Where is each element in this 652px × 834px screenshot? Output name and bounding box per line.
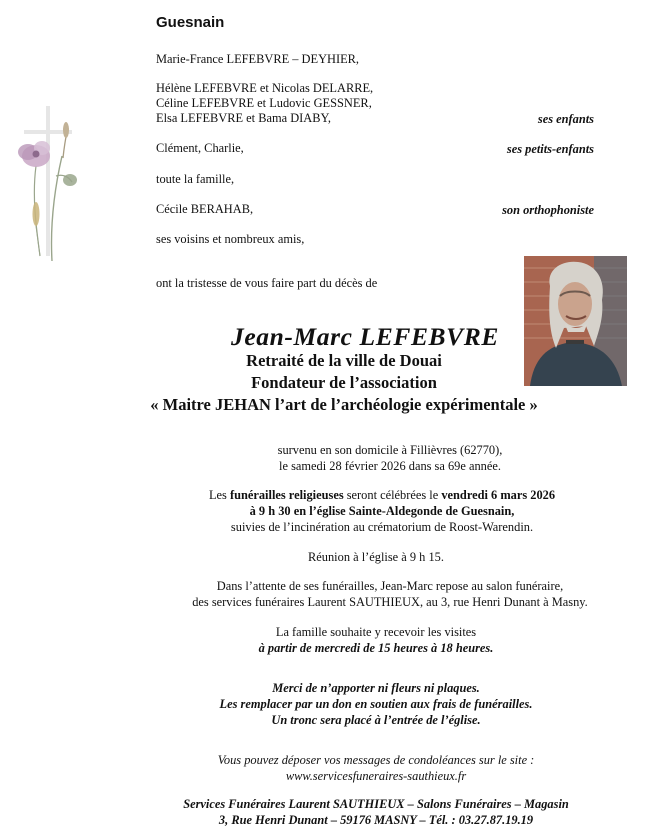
condolences-url[interactable]: www.servicesfuneraires-sauthieux.fr <box>285 769 467 783</box>
therapist-role: son orthophoniste <box>502 203 594 217</box>
death-line-2: le samedi 28 février 2026 dans sa 69e année. <box>279 459 501 473</box>
deceased-title-2: Fondateur de l’association <box>251 373 437 392</box>
condolences-line: Vous pouvez déposer vos messages de condoléances sur le site : <box>217 753 535 767</box>
footer-line-1: Services Funéraires Laurent SAUTHIEUX – Salons Funéraires – Magasin <box>183 797 569 811</box>
whole-family-line: toute la famille, <box>156 172 235 186</box>
therapist-line: Cécile BERAHAB, <box>156 202 254 216</box>
death-line-1: survenu en son domicile à Fillièvres (62770), <box>277 443 503 457</box>
footer-line-2: 3, Rue Henri Dunant – 59176 MASNY – Tél. : 03.27.87.19.19 <box>218 813 534 827</box>
request-line-2: Les remplacer par un don en soutien aux frais de funérailles. <box>219 697 533 711</box>
grandchildren-line: Clément, Charlie, <box>156 141 244 155</box>
grandchildren-role: ses petits-enfants <box>506 142 594 156</box>
request-line-3: Un tronc sera placé à l’entrée de l’église. <box>271 713 481 727</box>
deceased-title-3: « Maitre JEHAN l’art de l’archéologie expérimentale » <box>150 395 538 414</box>
place-heading: Guesnain <box>156 14 225 31</box>
repose-line-2: des services funéraires Laurent SAUTHIEUX, au 3, rue Henri Dunant à Masny. <box>192 595 588 609</box>
visits-line-1: La famille souhaite y recevoir les visites <box>275 625 477 639</box>
deceased-name: Jean-Marc LEFEBVRE <box>231 322 499 351</box>
flower-cross-illustration <box>6 96 88 266</box>
meeting-line: Réunion à l’église à 9 h 15. <box>308 550 444 564</box>
funeral-type: funérailles religieuses <box>229 488 344 502</box>
repose-line-1: Dans l’attente de ses funérailles, Jean-Marc repose au salon funéraire, <box>216 579 564 593</box>
funeral-text-2: seront célébrées le <box>343 488 442 502</box>
funeral-line-3: suivies de l’incinération au crématorium de Roost-Warendin. <box>230 520 534 534</box>
spouse-line: Marie-France LEFEBVRE – DEYHIER, <box>156 52 360 66</box>
child-line-1: Hélène LEFEBVRE et Nicolas DELARRE, <box>156 81 374 95</box>
child-line-3: Elsa LEFEBVRE et Bama DIABY, <box>156 111 331 125</box>
deceased-title-1: Retraité de la ville de Douai <box>246 351 442 370</box>
neighbors-line: ses voisins et nombreux amis, <box>156 232 305 246</box>
funeral-date: vendredi 6 mars 2026 <box>441 488 556 502</box>
funeral-line-2: à 9 h 30 en l’église Sainte-Aldegonde de Guesnain, <box>249 504 515 518</box>
request-line-1: Merci de n’apporter ni fleurs ni plaques. <box>272 681 480 695</box>
funeral-line-1 <box>56 487 652 503</box>
funeral-text-1: Les <box>208 488 230 502</box>
child-line-2: Céline LEFEBVRE et Ludovic GESSNER, <box>156 96 372 110</box>
announcement-line: ont la tristesse de vous faire part du décès de <box>156 276 378 290</box>
visits-line-2: à partir de mercredi de 15 heures à 18 heures. <box>258 641 494 655</box>
flower-cross-icon <box>6 96 88 266</box>
children-role: ses enfants <box>537 112 594 126</box>
